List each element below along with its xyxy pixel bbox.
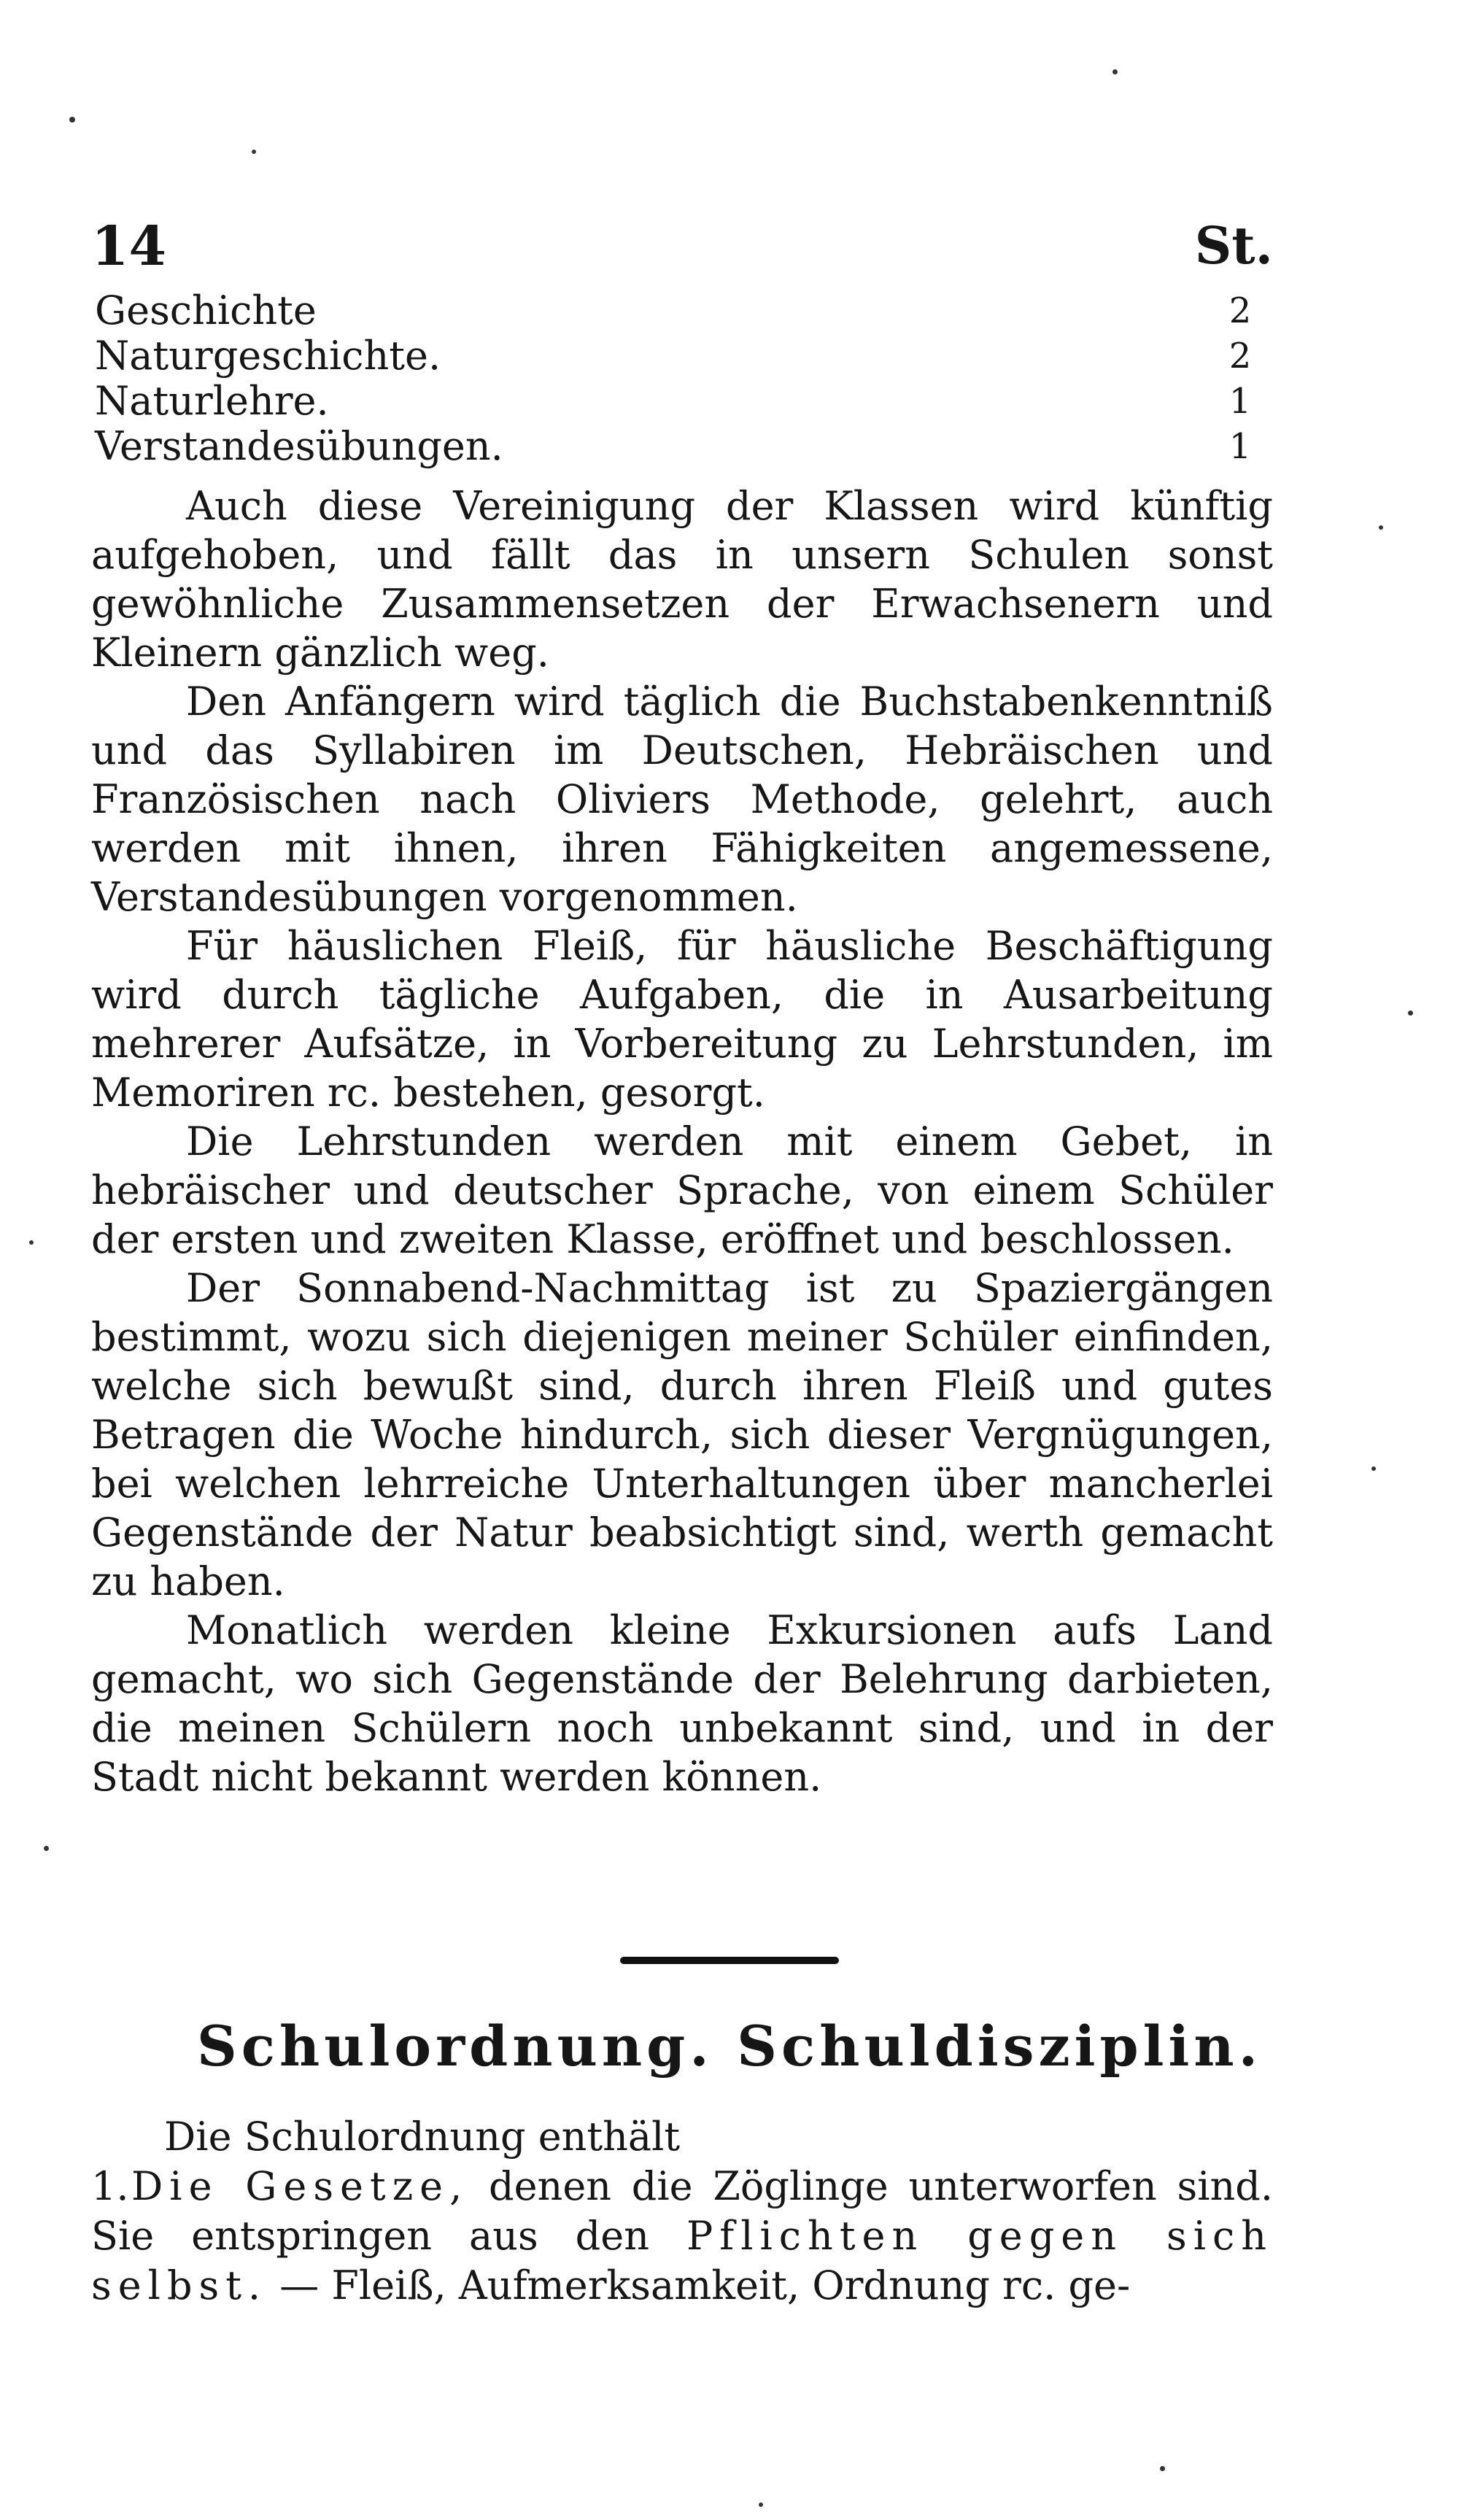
schedule-subject: Naturlehre. bbox=[95, 378, 329, 424]
rules-item bbox=[91, 2162, 1273, 2311]
paragraph: Der Sonnabend-Nachmittag ist zu Spaziergängen bestimmt, wozu sich diejenigen meiner Schüler einfinden, welche sich bewußt sind, durch ihren Fleiß und gutes Betragen die Woche hindurch, sich dieser Vergnügungen, bei welchen lehrreiche Unterhaltungen über mancherlei Gegenstände der Natur beabsichtigt sind, werth gemacht zu haben. bbox=[91, 1265, 1273, 1604]
running-header bbox=[91, 215, 1273, 281]
schedule-row bbox=[95, 333, 1262, 379]
schedule-hours: 2 bbox=[1228, 336, 1252, 376]
paragraph: Monatlich werden kleine Exkursionen aufs Land gemacht, wo sich Gegenstände der Belehrung darbieten, die meinen Schülern noch unbekannt sind, und in der Stadt nicht bekannt werden können. bbox=[91, 1607, 1273, 1800]
paragraph: Für häuslichen Fleiß, für häusliche Beschäftigung wird durch tägliche Aufgaben, die in Ausarbeitung mehrerer Aufsätze, in Vorbereitung zu Lehrstunden, im Memoriren rc. bestehen, gesorgt. bbox=[91, 923, 1273, 1116]
scan-speck bbox=[44, 1846, 49, 1851]
rules-item-heading: Die Gesetze, bbox=[131, 2163, 469, 2209]
schedule-hours: 1 bbox=[1228, 426, 1252, 467]
paragraph: Die Lehrstunden werden mit einem Gebet, in hebräischer und deutscher Sprache, von einem Schüler der ersten und zweiten Klasse, eröffnet und beschlossen. bbox=[91, 1118, 1273, 1262]
section-divider-rule bbox=[620, 1957, 839, 1964]
scan-speck bbox=[759, 2502, 763, 2507]
scan-speck bbox=[69, 117, 75, 123]
scan-speck bbox=[1160, 2466, 1165, 2471]
body-text bbox=[91, 482, 1273, 1801]
schedule-hours: 1 bbox=[1228, 381, 1252, 422]
hours-column-heading: St. bbox=[1194, 215, 1273, 276]
scan-speck bbox=[1371, 1466, 1376, 1471]
lesson-schedule bbox=[95, 288, 1262, 469]
section-title: Schulordnung. Schuldisziplin. bbox=[196, 2014, 1263, 2079]
school-rules-text bbox=[91, 2112, 1273, 2311]
schedule-row bbox=[95, 424, 1262, 469]
rules-intro: Die Schulordnung enthält bbox=[164, 2114, 681, 2160]
scan-speck bbox=[1408, 1010, 1413, 1016]
schedule-subject: Geschichte bbox=[95, 287, 317, 333]
rules-item-text-continued: — Fleiß, Aufmerksamkeit, Ordnung rc. ge- bbox=[267, 2262, 1131, 2308]
schedule-row bbox=[95, 288, 1262, 333]
rules-item-text: denen die Zöglinge unterworfen sind. Sie entspringen aus den bbox=[91, 2163, 1273, 2259]
scan-speck bbox=[252, 150, 256, 154]
schedule-hours: 2 bbox=[1228, 290, 1252, 331]
rules-item-emphasis: Pflichten gegen sich selbst. bbox=[91, 2213, 1274, 2308]
paragraph: Den Anfängern wird täglich die Buchstabenkenntniß und das Syllabiren im Deutschen, Hebräischen und Französischen nach Oliviers Methode, gelehrt, auch werden mit ihnen, ihren Fähigkeiten angemessene, Verstandesübungen vorgenommen. bbox=[91, 679, 1273, 920]
scan-speck bbox=[1112, 69, 1118, 74]
schedule-subject: Verstandesübungen. bbox=[95, 423, 503, 469]
page-number: 14 bbox=[91, 215, 166, 278]
paragraph: Auch diese Vereinigung der Klassen wird künftig aufgehoben, und fällt das in unsern Schulen sonst gewöhnliche Zusammensetzen der Erwachsenern und Kleinern gänzlich weg. bbox=[91, 483, 1273, 676]
scan-speck bbox=[29, 1240, 34, 1245]
rules-item-number: 1. bbox=[91, 2163, 129, 2209]
scan-speck bbox=[1379, 525, 1383, 530]
schedule-row bbox=[95, 379, 1262, 424]
schedule-subject: Naturgeschichte. bbox=[95, 333, 441, 379]
